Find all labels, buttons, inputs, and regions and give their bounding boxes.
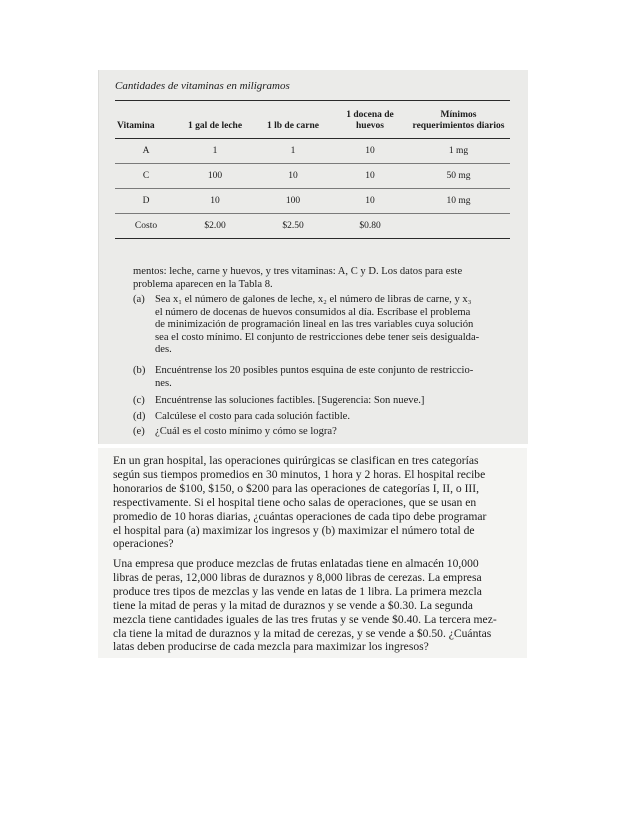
item-line: ¿Cuál es el costo mínimo y cómo se logra? xyxy=(155,426,337,437)
paragraph-line: respectivamente. Si el hospital tiene ocho salas de operaciones, que se usan en xyxy=(113,495,477,509)
paragraph-line: el hospital para (a) maximizar los ingresos y (b) maximizar el número total de xyxy=(113,523,475,537)
paragraph-line: tiene la mitad de peras y la mitad de duraznos y se vende a $0.30. La segunda xyxy=(113,598,473,612)
item-line: Encuéntrense las soluciones factibles. [Sugerencia: Son nueve.] xyxy=(155,395,425,406)
table-cell xyxy=(407,213,510,238)
paragraph-line: En un gran hospital, las operaciones quirúrgicas se clasifican en tres categorías xyxy=(113,454,479,467)
item-line: Calcúlese el costo para cada solución factible. xyxy=(155,411,351,422)
table-row xyxy=(115,213,510,238)
item-line: de minimización de programación lineal en las tres variables cuya solución xyxy=(155,319,474,331)
item-line: des. xyxy=(155,344,172,356)
table-cell: C xyxy=(115,163,177,188)
item-label: (e) xyxy=(133,426,145,437)
item-label: (c) xyxy=(133,395,145,406)
problem-intro xyxy=(133,266,505,291)
table-cell: 100 xyxy=(253,188,333,213)
header-leche: 1 gal de leche xyxy=(177,110,253,138)
problem-item-e xyxy=(133,426,505,439)
header-requerimientos: Mínimos requerimientos diarios xyxy=(407,110,510,138)
table-row xyxy=(115,138,510,163)
paragraph-line: latas deben producirse de cada mezcla para maximizar los ingresos? xyxy=(113,640,429,654)
table-cell: 10 xyxy=(177,188,253,213)
problem-item-c xyxy=(133,395,505,408)
table-row xyxy=(115,188,510,213)
item-line: Sea x₁ el número de galones de leche, x₂ el número de libras de carne, y x₃ xyxy=(155,294,472,305)
problem-item-d xyxy=(133,411,505,424)
table-cell: $0.80 xyxy=(333,213,407,238)
table-cell: D xyxy=(115,188,177,213)
table-caption: Cantidades de vitaminas en miligramos xyxy=(115,80,290,92)
intro-line: problema aparecen en la Tabla 8. xyxy=(133,278,273,290)
problem-item-a xyxy=(133,294,505,357)
table-cell: $2.00 xyxy=(177,213,253,238)
paragraph-line: Una empresa que produce mezclas de frutas enlatadas tiene en almacén 10,000 xyxy=(113,557,479,570)
fruit-problem xyxy=(113,557,517,654)
paragraph-line: según sus tiempos promedios en 30 minutos, 1 hora y 2 horas. El hospital recibe xyxy=(113,467,486,481)
paragraph-line: operaciones? xyxy=(113,537,174,551)
table-cell: 10 xyxy=(333,138,407,163)
header-huevos: 1 docena de huevos xyxy=(333,110,407,138)
table-cell: 10 xyxy=(333,188,407,213)
item-line: el número de docenas de huevos consumidos al día. Escríbase el problema xyxy=(155,306,471,318)
hospital-problem xyxy=(113,454,517,551)
paragraph-line: libras de peras, 12,000 libras de duraznos y 8,000 libras de cerezas. La empresa xyxy=(113,570,482,584)
item-line: sea el costo mínimo. El conjunto de restricciones debe tener seis desigualda- xyxy=(155,331,480,343)
problem-item-b xyxy=(133,365,505,390)
item-label: (b) xyxy=(133,365,146,376)
paragraph-line: produce tres tipos de mezclas y las vende en latas de 1 libra. La primera mezcla xyxy=(113,584,482,598)
table-cell: 10 xyxy=(333,163,407,188)
header-vitamina: Vitamina xyxy=(115,110,177,138)
paragraph-line: mezcla tiene cantidades iguales de las tres frutas y se vende $0.40. La tercera mez- xyxy=(113,612,497,626)
item-line: nes. xyxy=(155,377,172,389)
header-carne: 1 lb de carne xyxy=(253,110,333,138)
table-cell: 1 mg xyxy=(407,138,510,163)
table-cell: Costo xyxy=(115,213,177,238)
vitamin-table xyxy=(115,110,510,239)
paragraph-line: cla tiene la mitad de duraznos y la mitad de cerezas, y se vende a $0.50. ¿Cuántas xyxy=(113,626,492,640)
item-line: Encuéntrense los 20 posibles puntos esquina de este conjunto de restriccio- xyxy=(155,365,474,376)
paragraph-line: honorarios de $100, $150, o $200 para las operaciones de categorías I, II, o III, xyxy=(113,481,480,495)
paragraph-line: promedio de 10 horas diarias, ¿cuántas operaciones de cada tipo debe programar xyxy=(113,509,487,523)
table-cell: A xyxy=(115,138,177,163)
table-row xyxy=(115,163,510,188)
table-cell: $2.50 xyxy=(253,213,333,238)
item-label: (a) xyxy=(133,294,145,305)
table-top-rule xyxy=(115,100,510,101)
table-cell: 100 xyxy=(177,163,253,188)
intro-line: mentos: leche, carne y huevos, y tres vitaminas: A, C y D. Los datos para este xyxy=(133,266,463,277)
item-label: (d) xyxy=(133,411,146,422)
table-cell: 10 mg xyxy=(407,188,510,213)
table-cell: 1 xyxy=(177,138,253,163)
table-cell: 10 xyxy=(253,163,333,188)
table-cell: 1 xyxy=(253,138,333,163)
table-cell: 50 mg xyxy=(407,163,510,188)
